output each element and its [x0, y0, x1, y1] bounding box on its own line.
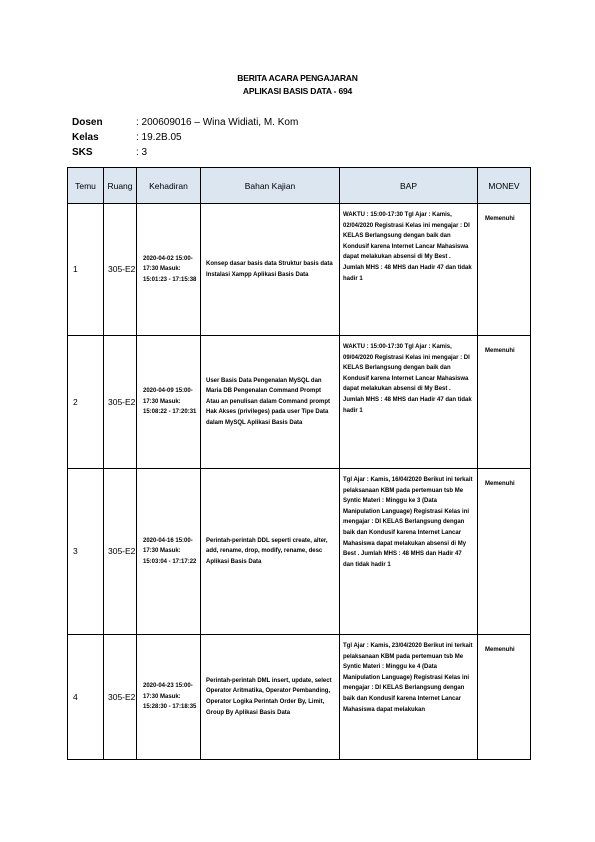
table-row — [68, 635, 531, 760]
cell-kehadiran: 2020-04-09 15:00-17:30 Masuk: 15:08:22 - 17:20:31 — [137, 336, 201, 469]
cell-ruang: 305-E2 — [104, 336, 137, 469]
cell-monev: Memenuhi — [478, 469, 531, 635]
cell-bap: WAKTU : 15:00-17:30 Tgl Ajar : Kamis, 09/04/2020 Registrasi Kelas ini mengajar : DI KELAS Berlangsung dengan baik dan Kondusif karena Internet Lancar Mahasiswa dapat melakukan absensi di My Best . Jumlah MHS : 48 MHS dan Hadir 47 dan tidak hadir 1 — [340, 336, 478, 469]
header-bap: BAP — [340, 168, 478, 204]
cell-temu: 2 — [68, 336, 104, 469]
cell-kehadiran: 2020-04-16 15:00-17:30 Masuk: 15:03:04 - 17:17:22 — [137, 469, 201, 635]
table-row — [68, 469, 531, 635]
cell-bahan-kajian: User Basis Data Pengenalan MySQL dan Maria DB Pengenalan Command Prompt Atau an penulisan dalam Command prompt Hak Akses (privileges) pada user Tipe Data dalam MySQL Aplikasi Basis Data — [201, 336, 340, 469]
cell-bap: Tgl Ajar : Kamis, 16/04/2020 Berikut ini terkait pelaksanaan KBM pada pertemuan tsb Me Syntic Materi : Minggu ke 3 (Data Manipulation Language) Registrasi Kelas ini mengajar : DI KELAS Berlangsung dengan baik dan Kondusif karena Internet Lancar Mahasiswa dapat melakukan absensi di My Best . Jumlah MHS : 48 MHS dan Hadir 47 dan tidak hadir 1 — [340, 469, 478, 635]
header-bahan-kajian: Bahan Kajian — [201, 168, 340, 204]
cell-bap: Tgl Ajar : Kamis, 23/04/2020 Berikut ini terkait pelaksanaan KBM pada pertemuan tsb Me Syntic Materi : Minggu ke 4 (Data Manipulation Language) Registrasi Kelas ini mengajar : DI KELAS Berlangsung dengan baik dan Kondusif karena Internet Lancar Mahasiswa dapat melakukan — [340, 635, 478, 760]
course-title: APLIKASI BASIS DATA - 694 — [242, 86, 353, 96]
cell-ruang: 305-E2 — [104, 635, 137, 760]
header-ruang: Ruang — [104, 168, 137, 204]
cell-bap: WAKTU : 15:00-17:30 Tgl Ajar : Kamis, 02/04/2020 Registrasi Kelas ini mengajar : DI KELAS Berlangsung dengan baik dan Kondusif karena Internet Lancar Mahasiswa dapat melakukan absensi di My Best . Jumlah MHS : 48 MHS dan Hadir 47 dan tidak hadir 1 — [340, 204, 478, 336]
table-row — [68, 336, 531, 469]
sks-label: SKS — [72, 147, 93, 158]
cell-temu: 4 — [68, 635, 104, 760]
cell-monev: Memenuhi — [478, 635, 531, 760]
dosen-label: Dosen — [72, 117, 103, 128]
dosen-value: : 200609016 – Wina Widiati, M. Kom — [136, 117, 299, 128]
sks-value: : 3 — [136, 147, 148, 158]
teaching-record-table — [67, 167, 531, 760]
kelas-label: Kelas — [72, 132, 99, 143]
cell-bahan-kajian: Perintah-perintah DML insert, update, select Operator Aritmatika, Operator Pembanding, Operator Logika Perintah Order By, Limit, Group By Aplikasi Basis Data — [201, 635, 340, 760]
cell-bahan-kajian: Perintah-perintah DDL seperti create, alter, add, rename, drop, modify, rename, desc Aplikasi Basis Data — [201, 469, 340, 635]
cell-ruang: 305-E2 — [104, 469, 137, 635]
cell-monev: Memenuhi — [478, 336, 531, 469]
table-header-row — [68, 168, 531, 204]
table-row — [68, 204, 531, 336]
header-temu: Temu — [68, 168, 104, 204]
header-kehadiran: Kehadiran — [137, 168, 201, 204]
header-monev: MONEV — [478, 168, 531, 204]
cell-kehadiran: 2020-04-23 15:00-17:30 Masuk: 15:28:30 - 17:18:35 — [137, 635, 201, 760]
cell-bahan-kajian: Konsep dasar basis data Struktur basis data Instalasi Xampp Aplikasi Basis Data — [201, 204, 340, 336]
cell-temu: 3 — [68, 469, 104, 635]
cell-ruang: 305-E2 — [104, 204, 137, 336]
cell-monev: Memenuhi — [478, 204, 531, 336]
document-title: BERITA ACARA PENGAJARAN — [237, 73, 358, 83]
cell-kehadiran: 2020-04-02 15:00-17:30 Masuk: 15:01:23 - 17:15:38 — [137, 204, 201, 336]
kelas-value: : 19.2B.05 — [136, 132, 182, 143]
cell-temu: 1 — [68, 204, 104, 336]
